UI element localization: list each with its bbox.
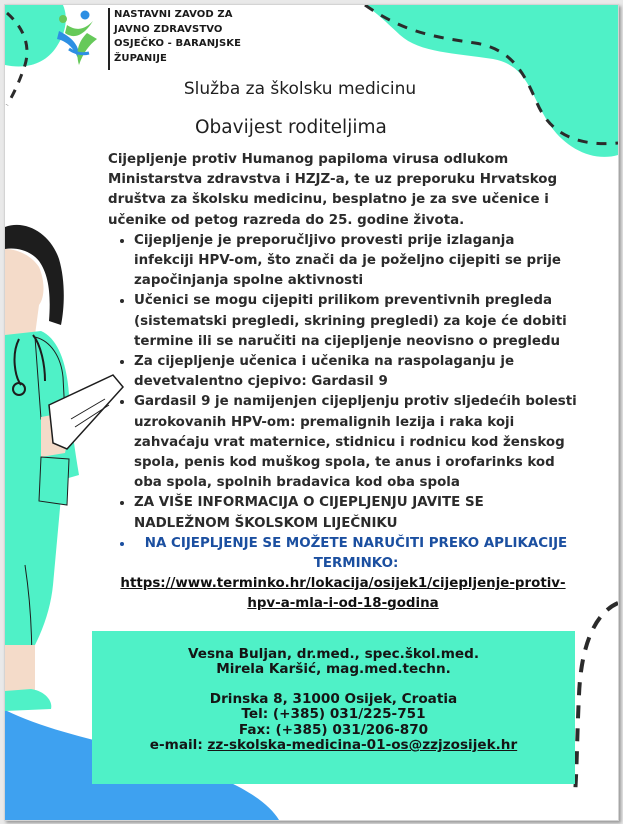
organization-name	[108, 8, 241, 70]
email-link[interactable]: zz-skolska-medicina-01-os@zzjzosijek.hr	[207, 737, 518, 754]
organization-line: OSJEČKO - BARANJSKE	[114, 38, 242, 50]
info-list-item: • ZA VIŠE INFORMACIJA O CIJEPLJENJU JAVITE SE NADLEŽNOM ŠKOLSKOM LIJEČNIKU	[134, 493, 578, 533]
organization-line: NASTAVNI ZAVOD ZA	[114, 9, 233, 20]
notice-title: Obavijest roditeljima	[195, 117, 387, 138]
organization-line: JAVNO ZDRAVSTVO	[114, 23, 223, 35]
intro-paragraph: Cijepljenje protiv Humanog papiloma virusa odlukom Ministarstva zdravstva i HZJZ-a, te uz preporuku Hrvatskog društva za školsku medicinu, besplatno je za sve učenice i učenike od petog razreda do 25. godine života.	[108, 152, 558, 228]
info-list-item: • Za cijepljenje učenica i učenika na raspolaganju je devetvalentno cjepivo: Gardasil 9	[134, 352, 578, 392]
organization-line: ŽUPANIJE	[114, 52, 167, 64]
contact-details	[92, 692, 575, 754]
institute-logo-icon	[53, 9, 107, 69]
contact-box	[92, 631, 575, 784]
contact-person: Mirela Karšić, mag.med.techn.	[216, 661, 451, 678]
terminko-link[interactable]: https://www.terminko.hr/lokacija/osijek1/cijepljenje-protiv-hpv-a-mla-i-od-18-godina	[120, 576, 566, 612]
notice-body	[108, 150, 578, 615]
booking-list-item	[134, 534, 578, 574]
booking-link-line	[108, 574, 578, 614]
info-list-item: • Gardasil 9 je namijenjen cijepljenju protiv sljedećih bolesti uzrokovanih HPV-om: premalignih lezija i raka koji zahvaćaju vrat maternice, stidnicu i rodnicu kod ženskog spola, penis kod muškog spola, te anus i orofarinks kod oba spola, spolnih bradavica kod oba spola	[134, 392, 578, 493]
info-list-item: • Cijepljenje je preporučljivo provesti prije izlaganja infekciji HPV-om, što znači da je poželjno cijepiti se prije započinjanja spolne aktivnosti	[134, 231, 578, 292]
email-label: e-mail:	[149, 737, 208, 754]
flyer-page	[4, 4, 619, 821]
contact-address: Drinska 8, 31000 Osijek, Croatia	[209, 690, 458, 707]
contact-fax: Fax: (+385) 031/206-870	[238, 721, 429, 738]
service-title: Služba za školsku medicinu	[183, 79, 417, 99]
info-list	[108, 231, 578, 574]
contact-people	[92, 647, 575, 678]
contact-email-line	[92, 738, 575, 753]
info-list-item: • Učenici se mogu cijepiti prilikom preventivnih pregleda (sistematski pregledi, skrining pregledi) za koje će dobiti termine ili se naručiti na cijepljenje neovisno o pregledu	[134, 291, 578, 352]
booking-text: NA CIJEPLJENJE SE MOŽETE NARUČITI PREKO APLIKACIJE TERMINKO:	[144, 535, 568, 572]
contact-person: Vesna Buljan, dr.med., spec.škol.med.	[187, 646, 480, 662]
contact-phone: Tel: (+385) 031/225-751	[241, 706, 426, 723]
